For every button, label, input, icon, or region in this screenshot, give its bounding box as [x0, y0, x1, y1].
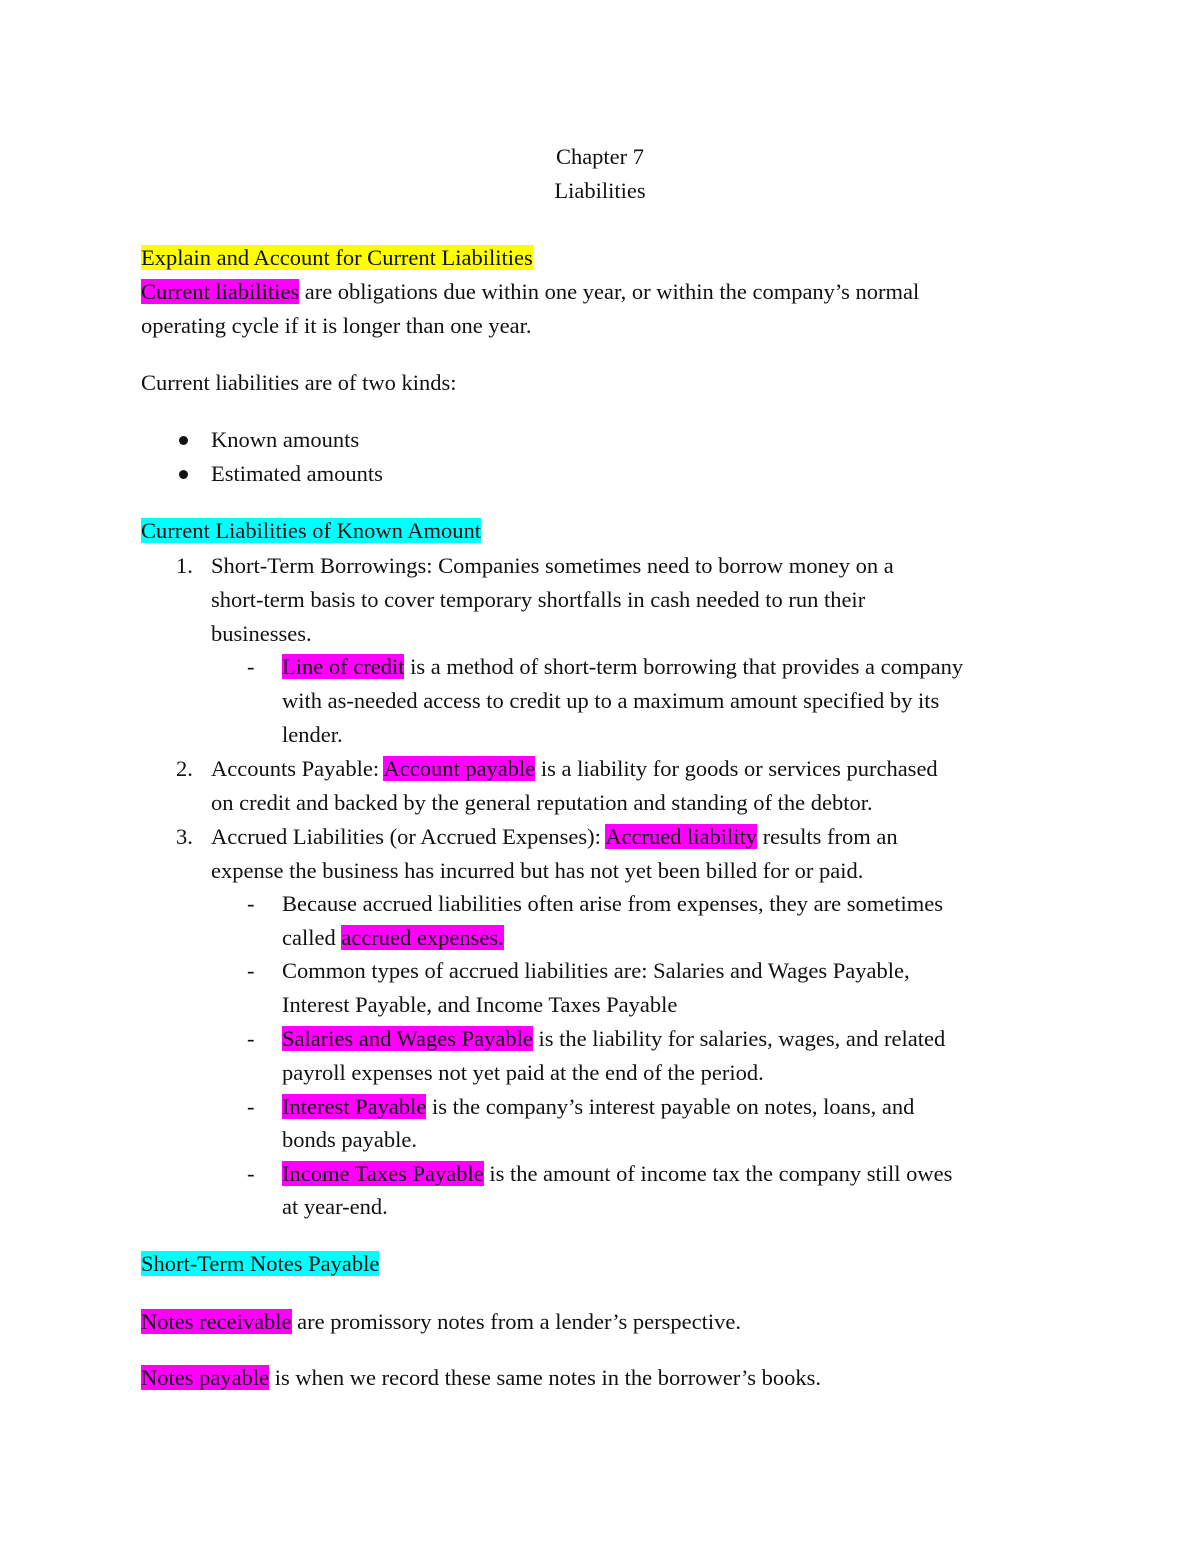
highlighted-term: Notes receivable [141, 1309, 292, 1334]
chapter-title: Chapter 7 [555, 144, 645, 169]
highlighted-term: Line of credit [282, 654, 405, 679]
sub-item-accrued-expenses: Because accrued liabilities often arise from expenses, they are sometimes [282, 891, 943, 916]
heading-text: Current Liabilities of Known Amount [141, 518, 481, 543]
bullet-icon [179, 470, 188, 479]
item-continuation: expense the business has incurred but has not yet been billed for or paid. [211, 858, 864, 883]
definition-text: is the company’s interest payable on notes, loans, and [426, 1094, 915, 1119]
sub-item-continuation: payroll expenses not yet paid at the end of the period. [282, 1060, 764, 1085]
bullet-icon [179, 436, 188, 445]
list-item-estimated-amounts: Estimated amounts [211, 461, 383, 486]
highlighted-term: Interest Payable [282, 1094, 427, 1119]
sub-item-line-of-credit [282, 652, 963, 682]
item-short-term-borrowings: Short-Term Borrowings: Companies sometimes need to borrow money on a [211, 553, 894, 578]
sub-item-continuation: bonds payable. [282, 1127, 417, 1152]
definition-text: are promissory notes from a lender’s perspective. [291, 1309, 741, 1334]
definition-text: results from an [757, 824, 898, 849]
definition-text: is a method of short-term borrowing that provides a company [404, 654, 964, 679]
highlighted-term: Accrued liability [605, 824, 758, 849]
item-prefix: Accrued Liabilities (or Accrued Expenses): [211, 824, 606, 849]
definition-text: is when we record these same notes in the borrower’s books. [269, 1365, 822, 1390]
item-accrued-liabilities [211, 822, 898, 852]
highlighted-term: Notes payable [141, 1365, 270, 1390]
highlighted-term: Income Taxes Payable [282, 1161, 484, 1186]
definition-text: is a liability for goods or services purchased [535, 756, 938, 781]
section-heading-known-amount [141, 516, 481, 546]
section-heading-notes-payable [141, 1249, 379, 1279]
list-item-known-amounts: Known amounts [211, 427, 360, 452]
sub-item-prefix: called [282, 925, 342, 950]
section-heading-current-liabilities [141, 243, 533, 273]
item-continuation: on credit and backed by the general reputation and standing of the debtor. [211, 790, 873, 815]
paragraph-notes-receivable [141, 1307, 741, 1337]
sub-item-continuation: with as-needed access to credit up to a maximum amount specified by its [282, 688, 940, 713]
definition-current-liabilities [141, 277, 919, 307]
sub-item-continuation: lender. [282, 722, 343, 747]
highlighted-term: Salaries and Wages Payable [282, 1026, 533, 1051]
highlighted-term: Account payable [383, 756, 536, 781]
sub-item-common-types: Common types of accrued liabilities are: Salaries and Wages Payable, [282, 958, 910, 983]
item-continuation: short-term basis to cover temporary shortfalls in cash needed to run their [211, 587, 866, 612]
list-number: 1. [176, 553, 193, 578]
sub-item-continuation [282, 923, 504, 953]
heading-text: Explain and Account for Current Liabilities [141, 245, 533, 270]
kinds-intro: Current liabilities are of two kinds: [141, 370, 457, 395]
sub-item-continuation: Interest Payable, and Income Taxes Payable [282, 992, 678, 1017]
definition-text: is the amount of income tax the company still owes [483, 1161, 953, 1186]
definition-text: is the liability for salaries, wages, and related [532, 1026, 946, 1051]
sub-item-continuation: at year-end. [282, 1194, 388, 1219]
paragraph-notes-payable [141, 1363, 821, 1393]
list-number: 2. [176, 756, 193, 781]
sub-item-interest-payable [282, 1092, 914, 1122]
definition-text: are obligations due within one year, or within the company’s normal [299, 279, 920, 304]
dash-marker: - [247, 1161, 255, 1186]
item-continuation: businesses. [211, 621, 312, 646]
definition-continuation: operating cycle if it is longer than one year. [141, 313, 532, 338]
sub-item-income-taxes [282, 1159, 952, 1189]
dash-marker: - [247, 891, 255, 916]
dash-marker: - [247, 958, 255, 983]
dash-marker: - [247, 654, 255, 679]
sub-item-salaries-wages [282, 1024, 945, 1054]
highlighted-term: Current liabilities [141, 279, 300, 304]
dash-marker: - [247, 1026, 255, 1051]
chapter-subject: Liabilities [554, 178, 646, 203]
item-prefix: Accounts Payable: [211, 756, 384, 781]
item-accounts-payable [211, 754, 938, 784]
highlighted-term: accrued expenses. [341, 925, 504, 950]
heading-text: Short-Term Notes Payable [141, 1251, 380, 1276]
list-number: 3. [176, 824, 193, 849]
dash-marker: - [247, 1094, 255, 1119]
